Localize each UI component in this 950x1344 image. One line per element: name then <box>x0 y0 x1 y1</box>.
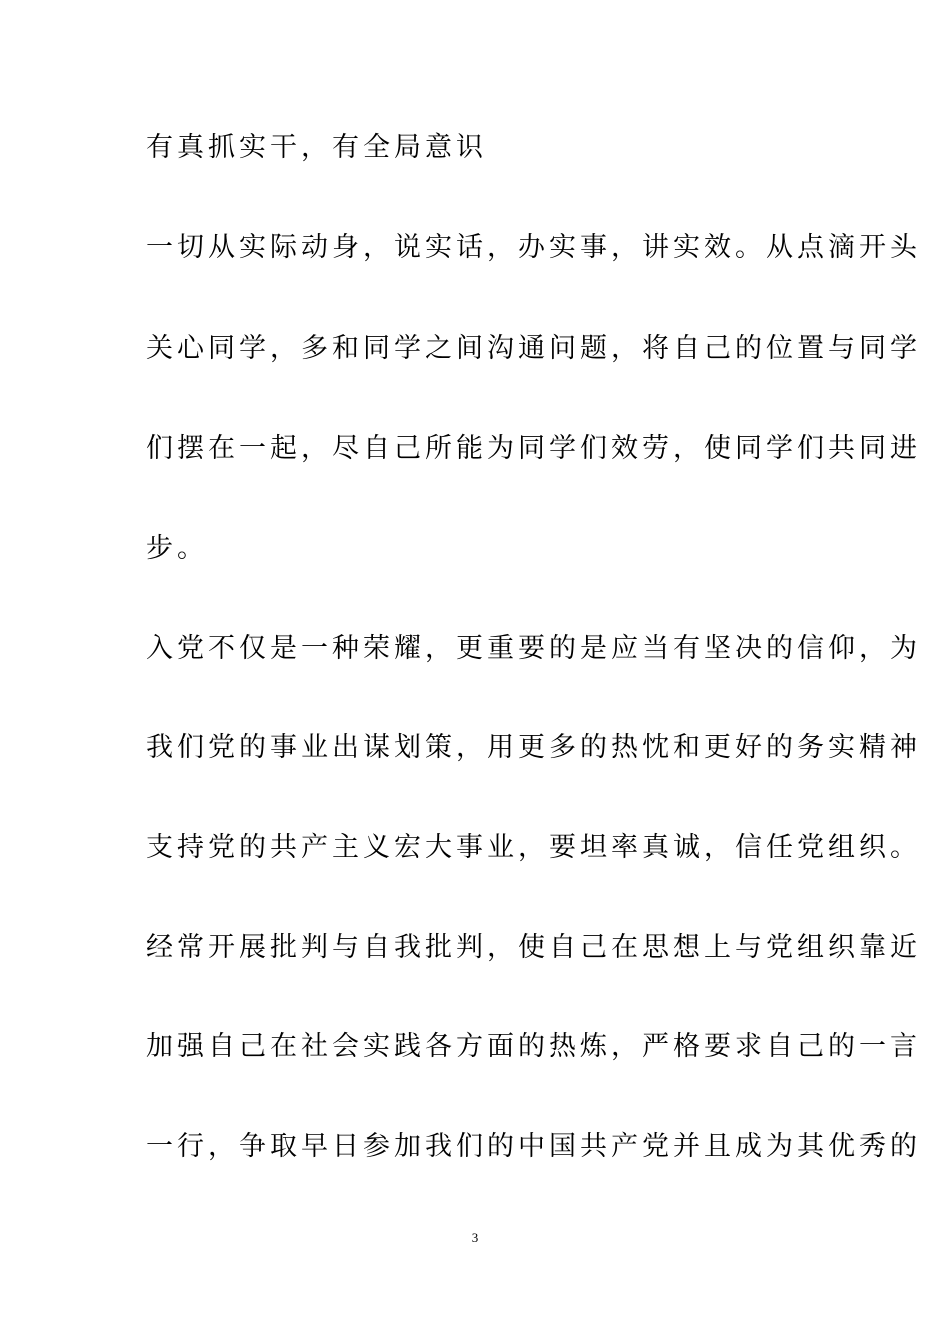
text-line: 支持党的共产主义宏大事业，要坦率真诚，信任党组织。 <box>146 832 921 863</box>
text-line: 一行，争取早日参加我们的中国共产党并且成为其优秀的 <box>146 1131 921 1162</box>
text-line: 步。 <box>146 533 208 564</box>
text-line: 我们党的事业出谋划策，用更多的热忱和更好的务实精神 <box>146 732 921 763</box>
page-number: 3 <box>471 1230 479 1245</box>
text-line: 有真抓实干，有全局意识 <box>146 132 487 163</box>
text-line: 加强自己在社会实践各方面的热炼，严格要求自己的一言 <box>146 1031 921 1062</box>
text-line: 入党不仅是一种荣耀，更重要的是应当有坚决的信仰，为 <box>146 633 921 664</box>
text-line: 们摆在一起，尽自己所能为同学们效劳，使同学们共同进 <box>146 433 921 464</box>
text-line: 关心同学，多和同学之间沟通问题，将自己的位置与同学 <box>146 333 921 364</box>
text-line: 一切从实际动身，说实话，办实事，讲实效。从点滴开头 <box>146 232 921 263</box>
text-line: 经常开展批判与自我批判，使自己在思想上与党组织靠近 <box>146 932 921 963</box>
